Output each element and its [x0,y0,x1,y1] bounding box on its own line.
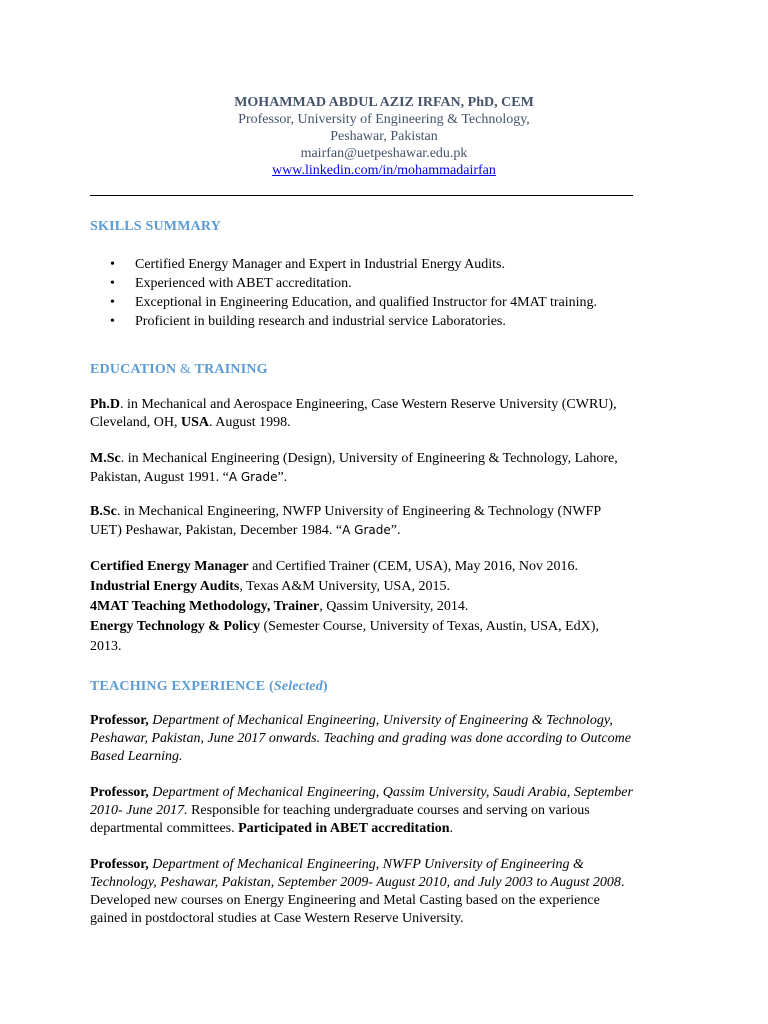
teaching-job-1: Professor, Department of Mechanical Engineering, University of Engineering & Technology, Peshawar, Pakistan, June 2017 onwards. Teaching and grading was done according to Outcome Based Learning. [90,713,631,764]
candidate-position: Professor, University of Engineering & Technology, [238,112,530,127]
skills-list [90,255,597,331]
list-item: • Proficient in building research and industrial service Laboratories. [90,312,597,331]
teaching-job-2: Professor, Department of Mechanical Engineering, Qassim University, Saudi Arabia, September 2010- June 2017. Responsible for teaching undergraduate courses and serving on various departmental committees. Participated in ABET accreditation. [90,785,633,836]
education-bsc: B.Sc. in Mechanical Engineering, NWFP University of Engineering & Technology (NWFP UET) Peshawar, Pakistan, December 1984. “A Grade”. [90,504,602,538]
list-item: Industrial Energy Audits, Texas A&M University, USA, 2015. [90,579,450,594]
list-item: Energy Technology & Policy (Semester Course, University of Texas, Austin, USA, EdX), [90,619,599,634]
education-section-title: EDUCATION & TRAINING [90,362,268,377]
candidate-email: mairfan@uetpeshawar.edu.pk [300,146,468,161]
teaching-job-3: Professor, Department of Mechanical Engineering, NWFP University of Engineering & Technology, Peshawar, Pakistan, September 2009- August 2010, and July 2003 to August 2008. Developed new courses on Energy Engineering and Metal Casting based on the experience gained in postdoctoral studies at Case Western Reserve University. [90,857,625,926]
linkedin-link[interactable]: www.linkedin.com/in/mohammadairfan [272,163,496,178]
education-msc: M.Sc. in Mechanical Engineering (Design), University of Engineering & Technology, Lahore, Pakistan, August 1991. “A Grade”. [90,451,618,485]
skills-section-title: SKILLS SUMMARY [90,219,222,234]
resume-header [90,94,678,179]
list-item: • Certified Energy Manager and Expert in Industrial Energy Audits. [90,255,597,274]
education-phd: Ph.D. in Mechanical and Aerospace Engineering, Case Western Reserve University (CWRU), Cleveland, OH, USA. August 1998. [90,397,617,430]
list-item: Certified Energy Manager and Certified Trainer (CEM, USA), May 2016, Nov 2016. [90,559,578,574]
candidate-name: MOHAMMAD ABDUL AZIZ IRFAN, PhD, CEM [234,95,534,110]
header-divider [90,195,633,196]
candidate-location: Peshawar, Pakistan [330,129,438,144]
list-item: 4MAT Teaching Methodology, Trainer, Qassim University, 2014. [90,599,469,614]
list-item: • Exceptional in Engineering Education, and qualified Instructor for 4MAT training. [90,293,597,312]
certifications-list [90,557,680,657]
list-item: • Experienced with ABET accreditation. [90,274,597,293]
list-item: 2013. [90,639,122,654]
teaching-section-title: TEACHING EXPERIENCE (Selected) [90,679,328,694]
